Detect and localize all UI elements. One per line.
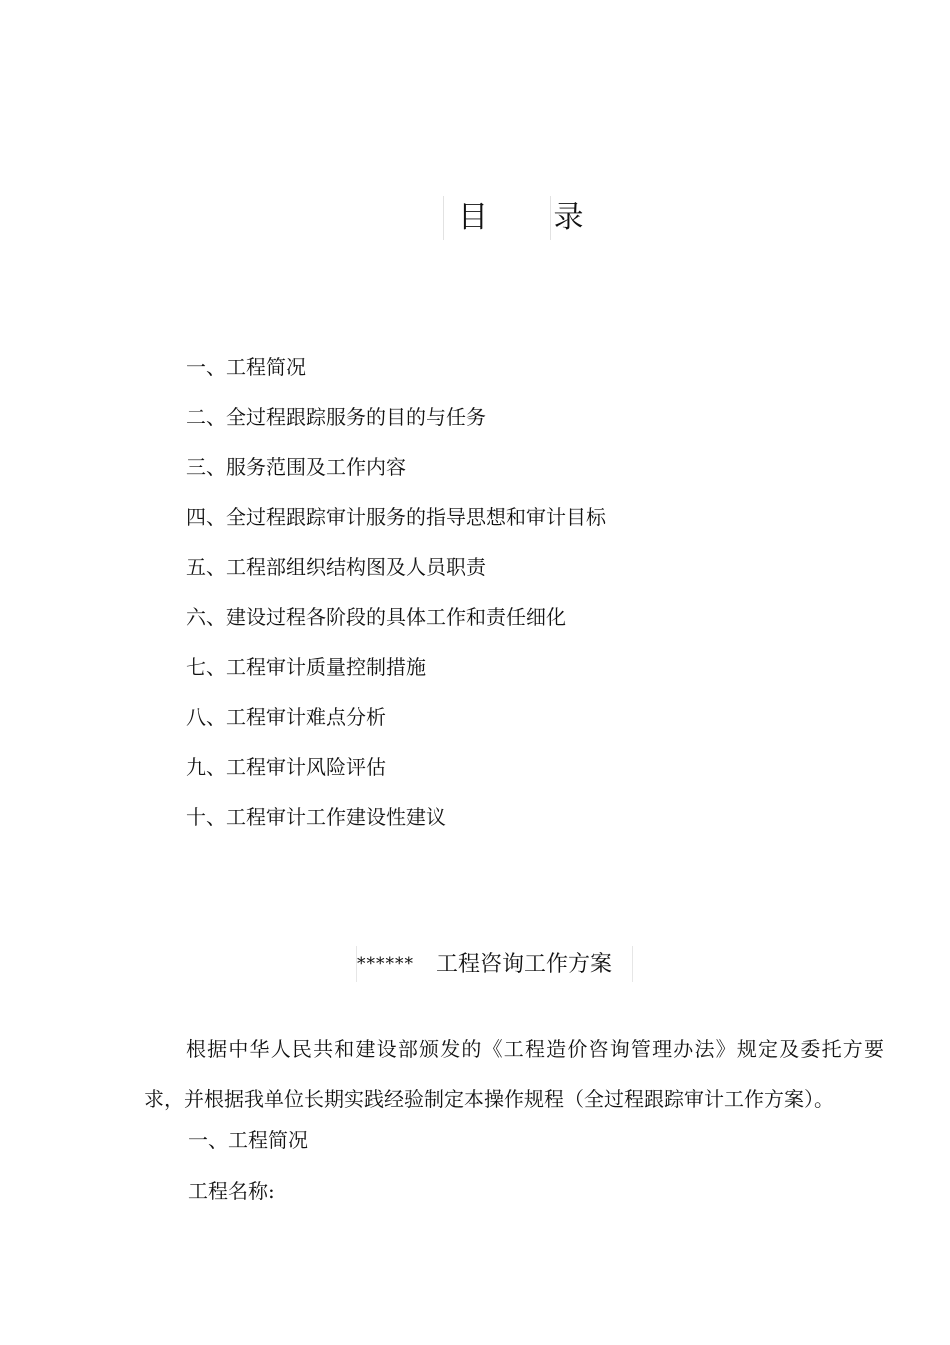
section-heading: 一、工程简况 — [188, 1128, 308, 1152]
toc-item-3: 三、服务范围及工作内容 — [186, 455, 406, 479]
toc-item-10: 十、工程审计工作建设性建议 — [186, 805, 446, 829]
intro-paragraph: 根据中华人民共和建设部颁发的《工程造价咨询管理办法》规定及委托方要求，并根据我单位长期实践经验制定本操作规程（全过程跟踪审计工作方案）。 — [144, 1037, 884, 1111]
toc-item-4: 四、全过程跟踪审计服务的指导思想和审计目标 — [186, 505, 606, 529]
table-of-contents — [186, 352, 606, 852]
project-name-label: 工程名称: — [188, 1179, 275, 1203]
toc-item-5: 五、工程部组织结构图及人员职责 — [186, 555, 486, 579]
toc-title: 目 录 — [443, 196, 551, 240]
toc-item-8: 八、工程审计难点分析 — [186, 705, 386, 729]
title-text: 工程咨询工作方案 — [436, 952, 613, 977]
document-title — [356, 946, 633, 982]
toc-item-1: 一、工程简况 — [186, 355, 306, 379]
toc-item-6: 六、建设过程各阶段的具体工作和责任细化 — [186, 605, 566, 629]
toc-item-2: 二、全过程跟踪服务的目的与任务 — [186, 405, 486, 429]
toc-item-7: 七、工程审计质量控制措施 — [186, 655, 426, 679]
toc-item-9: 九、工程审计风险评估 — [186, 755, 386, 779]
title-stars: ****** — [357, 954, 414, 974]
